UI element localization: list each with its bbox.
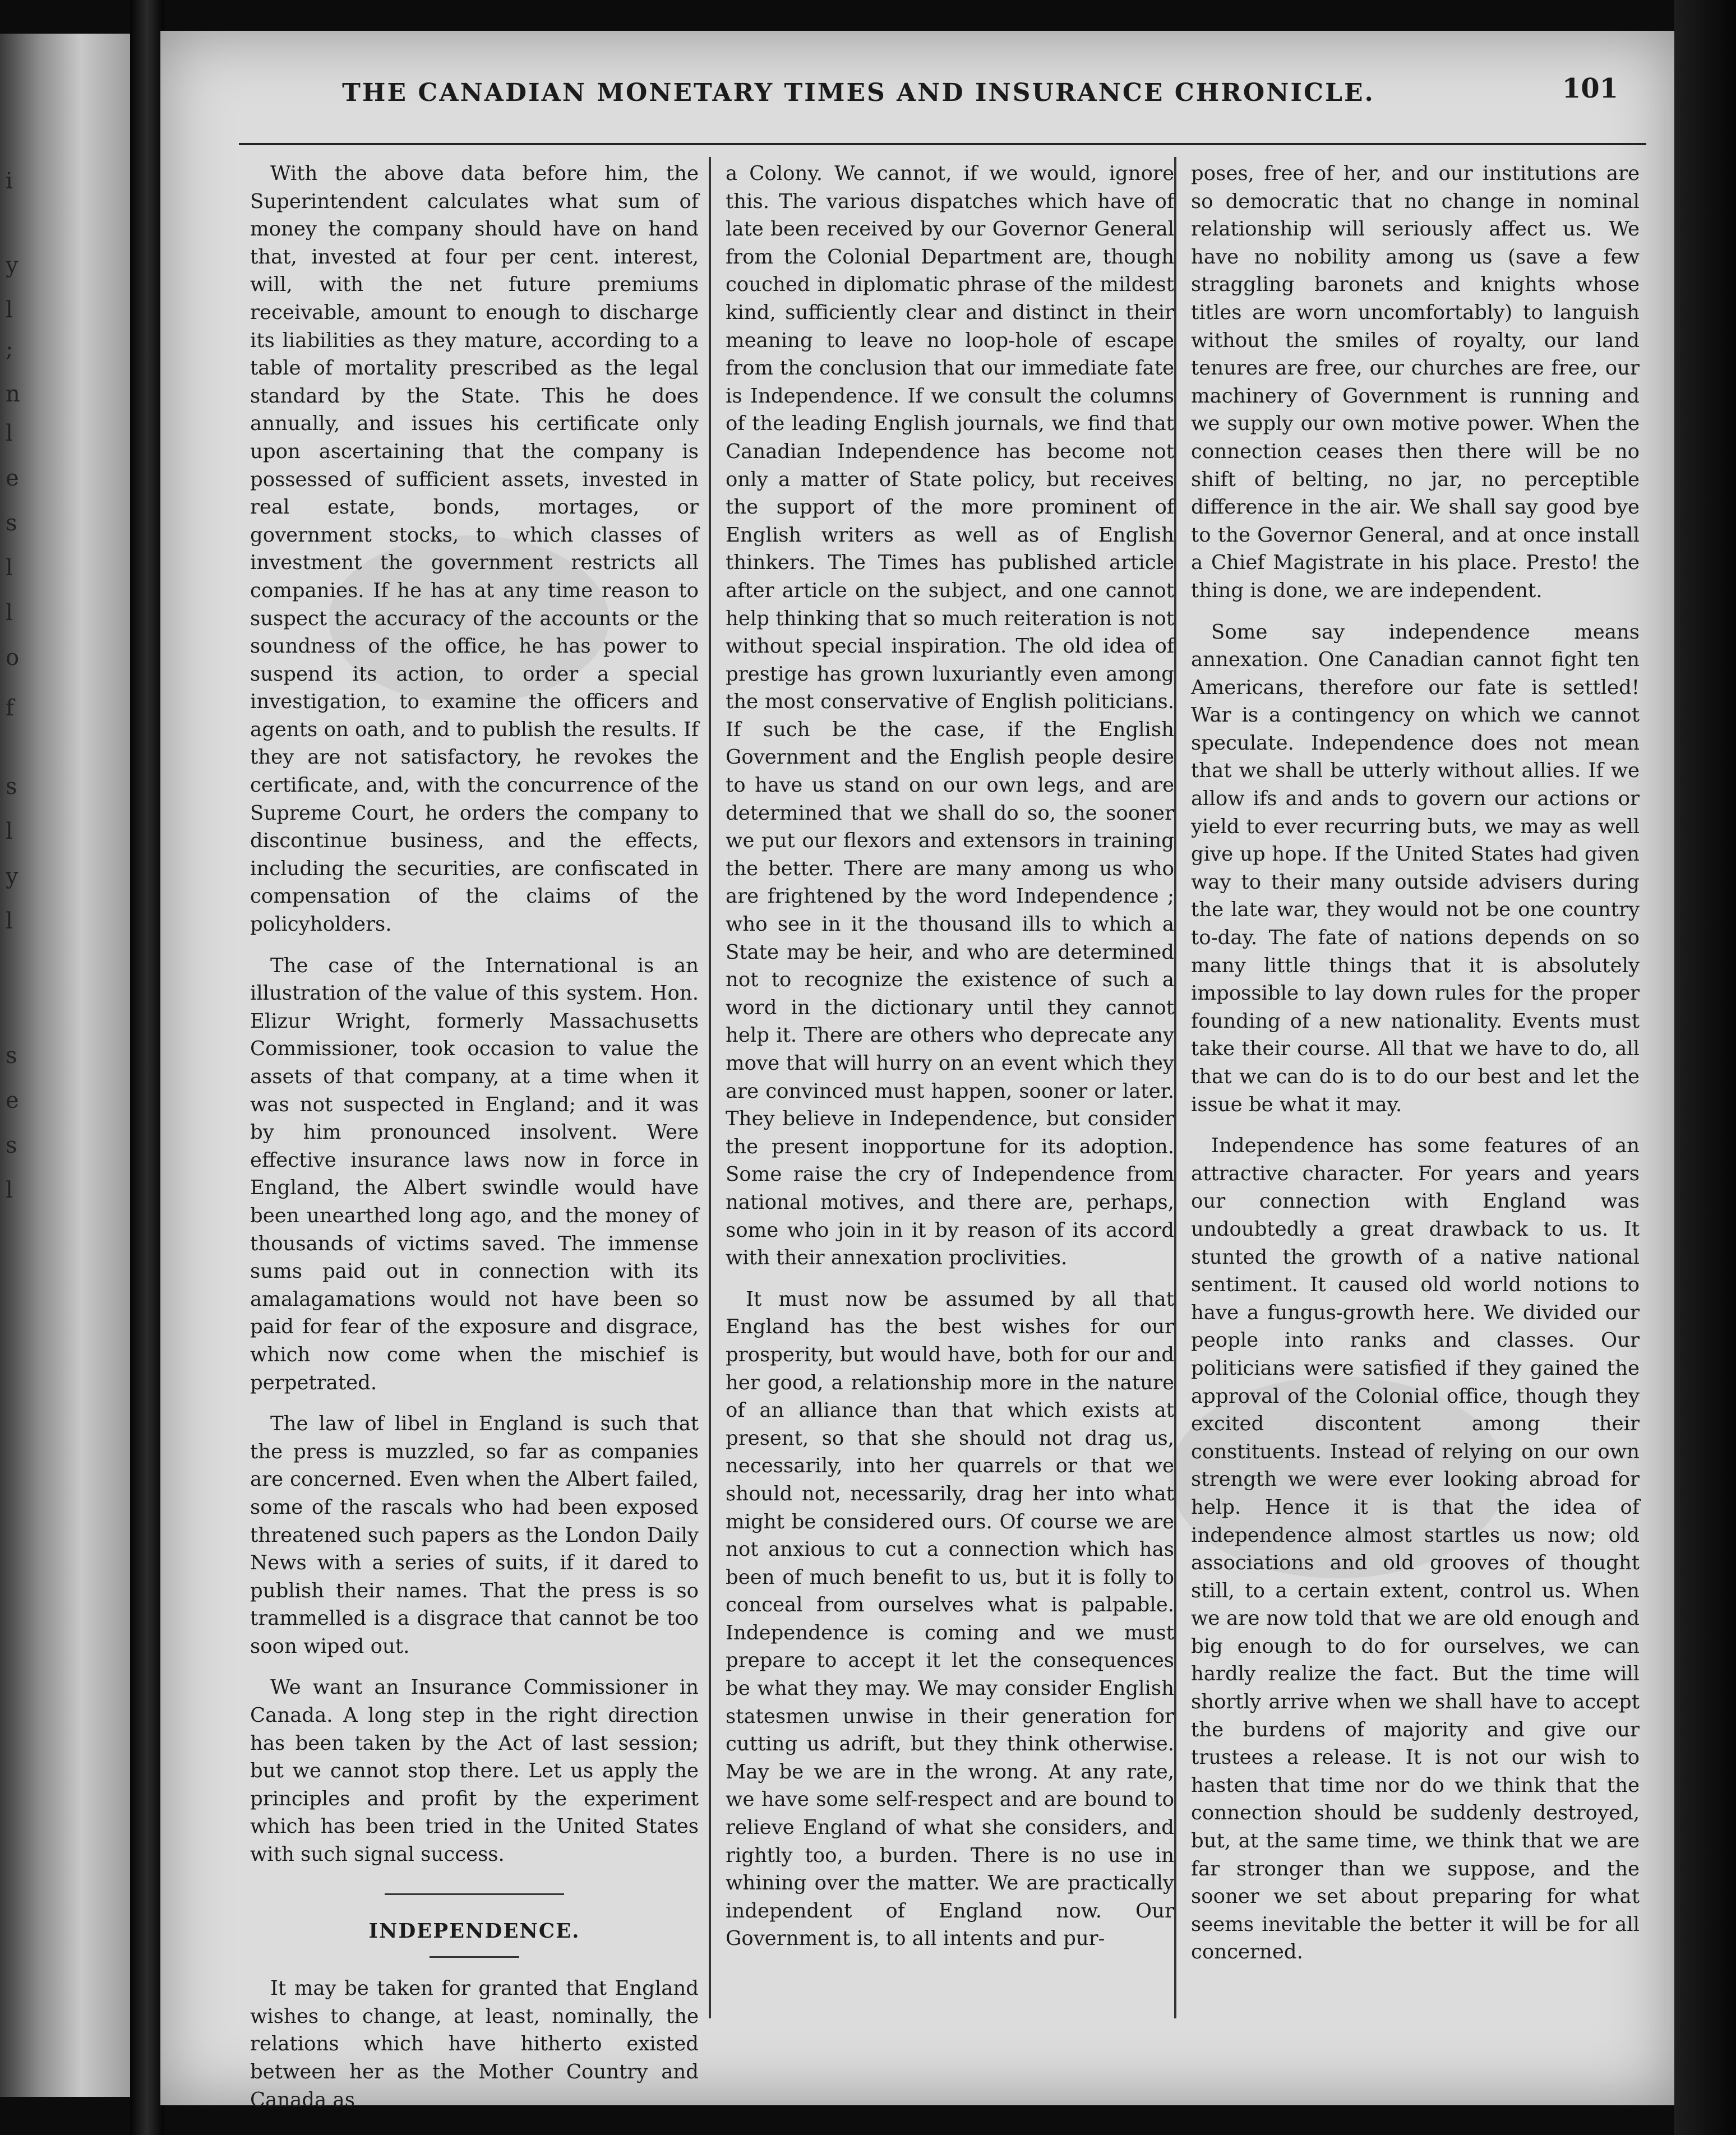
paragraph: The law of libel in England is such that the press is muzzled, so far as companies are concerned. Even when the Albert failed, some of the rascals who had been exposed threatened such papers as the London Daily News with a series of suits, if it dared to publish their names. That the press is so trammelled is a disgrace that cannot be too soon wiped out. [250, 1412, 699, 1658]
column-2 [726, 160, 1174, 1953]
adjacent-mark: l [6, 1177, 13, 1203]
adjacent-mark: s [6, 774, 17, 800]
adjacent-mark: s [6, 1133, 17, 1158]
column-1 [250, 160, 699, 2114]
adjacent-mark: l [6, 600, 13, 626]
section-title: INDEPENDENCE. [368, 1919, 580, 1943]
adjacent-mark: f [6, 695, 14, 721]
adjacent-mark: l [6, 555, 13, 581]
adjacent-mark: e [6, 1088, 19, 1113]
adjacent-mark: ; [6, 336, 13, 362]
adjacent-mark: o [6, 645, 20, 671]
adjacent-mark: y [6, 252, 19, 278]
paragraph: Some say independence means annexation. One Canadian cannot fight ten Americans, therefore our fate is settled! War is a contingency on which we cannot speculate. Independence does not mean that we shall be utterly without allies. If we allow ifs and ands to govern our actions or yield to ever recurring buts, we may as well give up hope. If the United States had given way to their many outside advisers during the late war, they would not be one country to-day. The fate of nations depends on so many little things that it is absolutely impossible to lay down rules for the proper founding of a new nationality. Events must take their course. All that we have to do, all that we can do is to do our best and let the issue be what it may. [1191, 620, 1640, 1116]
adjacent-page-strip [0, 34, 135, 2097]
paragraph: poses, free of her, and our institutions are so democratic that no change in nominal relationship will seriously affect us. We have no nobility among us (save a few straggling baronets and knights whose titles are worn uncomfortably) to languish without the smiles of royalty, our land tenures are free, our churches are free, our machinery of Government is running and we supply our own motive power. When the connection ceases then there will be no shift of belting, no jar, no perceptible difference in the air. We shall say good bye to the Governor General, and at once install a Chief Magistrate in his place. Presto! the thing is done, we are independent. [1191, 162, 1640, 602]
adjacent-mark: e [6, 465, 19, 491]
adjacent-mark: s [6, 1043, 17, 1069]
adjacent-mark: s [6, 510, 17, 536]
title-rule [430, 1956, 519, 1958]
page-header [228, 73, 1629, 129]
page-number: 101 [1562, 73, 1618, 104]
header-rule [239, 143, 1646, 145]
adjacent-mark: n [6, 381, 20, 407]
paragraph: We want an Insurance Commissioner in Canada. A long step in the right direction has been taken by the Act of last session; but we cannot stop there. Let us apply the principles and profit by the experiment which has been tried in the United States with such signal success. [250, 1676, 699, 1866]
adjacent-mark: l [6, 297, 13, 323]
paragraph: With the above data before him, the Superintendent calculates what sum of money the company should have on hand that, invested at four per cent. interest, will, with the net future premiums receivable, amount to enough to discharge its liabilities as they mature, according to a table of mortality prescribed as the legal standard by the State. This he does annually, and issues his certificate only upon ascertaining that the company is possessed of sufficient assets, invested in real estate, bonds, mortages, or government stocks, to which classes of investment the government restricts all companies. If he has at any time reason to suspect the accuracy of the accounts or the soundness of the office, he has power to suspend its action, to order a special investigation, to examine the officers and agents on oath, and to publish the results. If they are not satisfactory, he revokes the certificate, and, with the concurrence of the Supreme Court, he orders the company to discontinue business, and the effects, including the securities, are confiscated in compensation of the claims of the policyholders. [250, 162, 699, 936]
adjacent-mark: l [6, 908, 13, 934]
adjacent-mark: y [6, 863, 19, 889]
paragraph: a Colony. We cannot, if we would, ignore this. The various dispatches which have of late been received by our Governor General from the Colonial Department are, though couched in diplomatic phrase of the mildest kind, sufficiently clear and distinct in their meaning to leave no loop-hole of escape from the conclusion that our immediate fate is Independence. If we consult the columns of the leading English journals, we find that Canadian Independence has become not only a matter of State policy, but receives the support of the more prominent of English writers as well as of English thinkers. The Times has published article after article on the subject, and one cannot help thinking that so much reiteration is not without special inspiration. The old idea of prestige has grown luxuriantly even among the most conservative of English politicians. If such be the case, if the English Government and the English people desire to have us stand on our own legs, and are determined that we shall do so, the sooner we put our flexors and extensors in training the better. There are many among us who are frightened by the word Independence ; who see in it the thousand ills to which a State may be heir, and who are determined not to recognize the existence of such a word in the dictionary until they cannot help it. There are others who deprecate any move that will hurry on an event which they are convinced must happen, sooner or later. They believe in Independence, but consider the present inopportune for its adoption. Some raise the cry of Independence from national motives, and there are, perhaps, some who join in it by reason of its accord with their annexation proclivities. [726, 162, 1174, 1270]
column-rule [1174, 157, 1176, 2018]
column-3 [1191, 160, 1640, 1966]
paragraph: It may be taken for granted that England wishes to change, at least, nominally, the relations which have hitherto existed between her as the Mother Country and Canada as [250, 1977, 699, 2111]
adjacent-mark: l [6, 420, 13, 446]
running-head: THE CANADIAN MONETARY TIMES AND INSURANCE CHRONICLE. [342, 78, 1375, 107]
section-divider [385, 1893, 564, 1895]
column-rule [709, 157, 711, 2018]
paragraph: The case of the International is an illustration of the value of this system. Hon. Elizur Wright, formerly Massachusetts Commissioner, took occasion to value the assets of that company, at a time when it was not suspected in England; and it was by him pronounced insolvent. Were effective insurance laws now in force in England, the Albert swindle would have been unearthed long ago, and the money of thousands of victims saved. The immense sums paid out in connection with its amalagamations would not have been so paid for fear of the exposure and disgrace, which now come when the mischief is perpetrated. [250, 954, 699, 1394]
book-spine [130, 0, 164, 2135]
paragraph: Independence has some features of an attractive character. For years and years our connection with England was undoubtedly a great drawback to us. It stunted the growth of a native national sentiment. It caused old world notions to have a fungus-growth here. We divided our people into ranks and classes. Our politicians were satisfied if they gained the approval of the Colonial office, though they excited discontent among their constituents. Instead of relying on our own strength we were ever looking abroad for help. Hence it is that the idea of independence almost startles us now; old associations and old grooves of thought still, to a certain extent, control us. When we are now told that we are old enough and big enough to do for ourselves, we can hardly realize the fact. But the time will shortly arrive when we shall have to accept the burdens of majority and give our trustees a release. It is not our wish to hasten that time nor do we think that the connection should be suddenly destroyed, but, at the same time, we think that we are far stronger than we suppose, and the sooner we set about preparing for what seems inevitable the better it will be for all concerned. [1191, 1134, 1640, 1964]
adjacent-mark: l [6, 819, 13, 844]
paragraph: It must now be assumed by all that England has the best wishes for our prosperity, but would have, both for our and her good, a relationship more in the nature of an alliance than that which exists at present, so that she should not drag us, necessarily, into her quarrels or that we should not, necessarily, drag her into what might be considered ours. Of course we are not anxious to cut a connection which has been of much benefit to us, but it is folly to conceal from ourselves what is palpable. Independence is coming and we must prepare to accept it let the consequences be what they may. We may consider English statesmen unwise in their generation for cutting us adrift, but they think otherwise. May be we are in the wrong. At any rate, we have some self-respect and are bound to relieve England of what she considers, and rightly too, a burden. There is no use in whining over the matter. We are practically independent of England now. Our Government is, to all intents and pur- [726, 1287, 1174, 1951]
newspaper-page [160, 31, 1674, 2111]
page-edge-shadow [1674, 0, 1736, 2135]
adjacent-mark: i [6, 168, 13, 194]
